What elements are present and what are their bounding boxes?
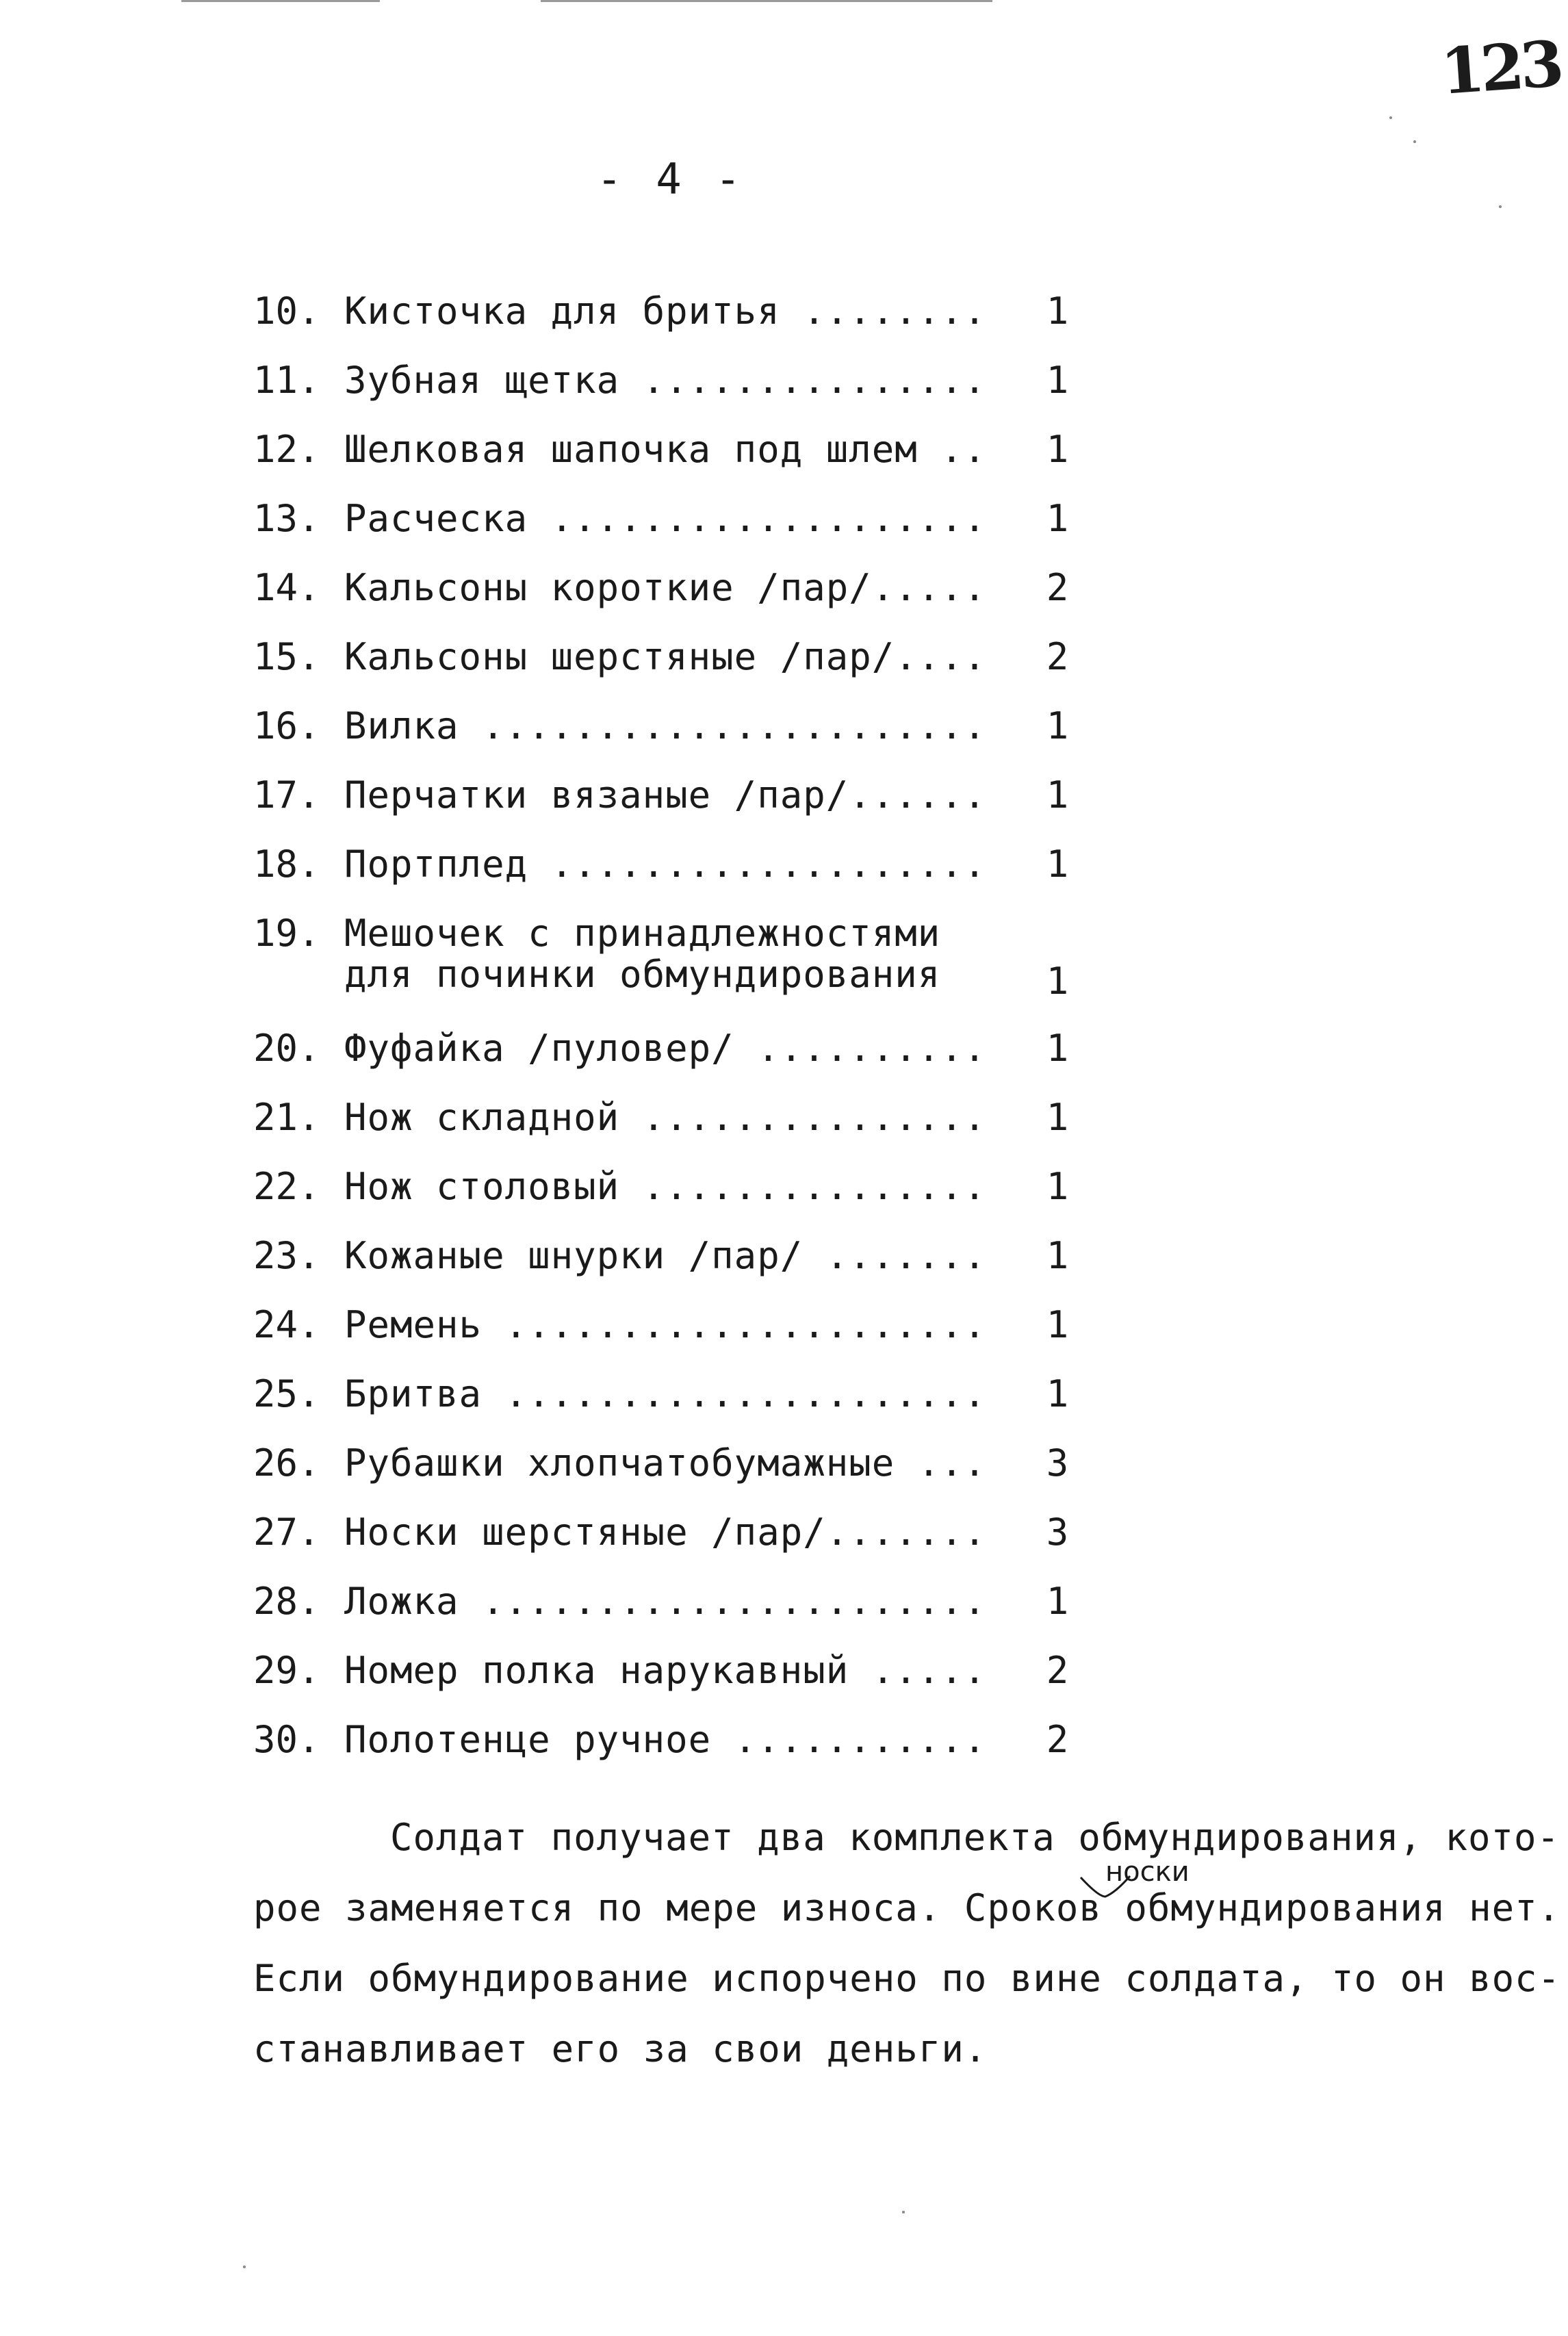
- item-name: Кожаные шнурки /пар/ .......: [344, 1234, 987, 1277]
- item-number: 12.: [253, 428, 320, 471]
- scan-speck: [243, 2266, 246, 2268]
- list-item: [253, 706, 1075, 775]
- list-item: [253, 844, 1075, 913]
- list-item: [253, 1581, 1075, 1650]
- item-quantity: 1: [1046, 1234, 1069, 1277]
- item-number: 10.: [253, 290, 320, 333]
- scan-speck: [1413, 140, 1416, 143]
- item-number: 30.: [253, 1718, 320, 1761]
- item-quantity: 1: [1046, 428, 1069, 471]
- paragraph-line: рое заменяется по мере износа. Сроков обмундирования нет.: [253, 1886, 1561, 1929]
- item-name: Расческа ...................: [344, 497, 987, 540]
- list-item: [253, 291, 1075, 360]
- item-name: Кальсоны короткие /пар/.....: [344, 566, 987, 609]
- list-item: [253, 913, 1075, 1028]
- item-number: 19.: [253, 912, 320, 955]
- item-quantity: 2: [1046, 1718, 1069, 1761]
- page-number: - 4 -: [596, 154, 745, 204]
- list-item: [253, 1374, 1075, 1443]
- item-name: Фуфайка /пуловер/ ..........: [344, 1027, 987, 1070]
- paragraph-line: Солдат получает два комплекта обмундирования, кото-: [390, 1816, 1560, 1859]
- archive-number: 123: [1438, 27, 1563, 109]
- item-quantity: 1: [1046, 1096, 1069, 1139]
- inventory-list: [253, 291, 1075, 1788]
- item-number: 16.: [253, 704, 320, 747]
- item-quantity: 1: [1046, 773, 1069, 817]
- item-number: 22.: [253, 1165, 320, 1208]
- item-name: Номер полка нарукавный .....: [344, 1649, 987, 1692]
- item-number: 29.: [253, 1649, 320, 1692]
- list-item: [253, 1028, 1075, 1097]
- item-name: Нож столовый ...............: [344, 1165, 987, 1208]
- item-number: 15.: [253, 635, 320, 678]
- item-quantity: 1: [1046, 497, 1069, 540]
- item-quantity: 1: [1046, 359, 1069, 402]
- item-number: 14.: [253, 566, 320, 609]
- item-name: Перчатки вязаные /пар/......: [344, 773, 987, 817]
- list-item: [253, 1443, 1075, 1512]
- item-number: 24.: [253, 1303, 320, 1346]
- item-name: Вилка ......................: [344, 704, 987, 747]
- item-number: 11.: [253, 359, 320, 402]
- item-number: 23.: [253, 1234, 320, 1277]
- item-number: 13.: [253, 497, 320, 540]
- paragraph-line: станавливает его за свои деньги.: [253, 2027, 988, 2070]
- scan-edge-line: [541, 0, 992, 2]
- item-name: Шелковая шапочка под шлем ..: [344, 428, 987, 471]
- item-name: Портплед ...................: [344, 843, 987, 886]
- closing-paragraph: [253, 1817, 1568, 2099]
- item-number: 17.: [253, 773, 320, 817]
- list-item: [253, 1719, 1075, 1788]
- item-quantity: 2: [1046, 1649, 1069, 1692]
- item-quantity: 3: [1046, 1511, 1069, 1554]
- list-item: [253, 429, 1075, 498]
- item-number: 18.: [253, 843, 320, 886]
- item-quantity: 1: [1046, 1372, 1069, 1415]
- list-item: [253, 1235, 1075, 1305]
- item-name: Мешочек с принадлежностями для починки обмундирования: [344, 912, 941, 996]
- item-name: Нож складной ...............: [344, 1096, 987, 1139]
- item-name: Кисточка для бритья ........: [344, 290, 987, 333]
- item-quantity: 1: [1046, 704, 1069, 747]
- list-item: [253, 1305, 1075, 1374]
- item-quantity: 2: [1046, 635, 1069, 678]
- list-item: [253, 1512, 1075, 1581]
- scan-speck: [902, 2211, 905, 2213]
- list-item: [253, 1166, 1075, 1235]
- paragraph-line: Если обмундирование испорчено по вине солдата, то он вос-: [253, 1957, 1561, 2000]
- item-name: Ложка ......................: [344, 1580, 987, 1623]
- scan-edge-line: [181, 0, 380, 2]
- scan-speck: [1499, 205, 1502, 208]
- item-name: Носки шерстяные /пар/.......: [344, 1511, 987, 1554]
- item-quantity: 2: [1046, 566, 1069, 609]
- scan-speck: [1389, 116, 1392, 119]
- item-number: 27.: [253, 1511, 320, 1554]
- item-quantity: 1: [1046, 1303, 1069, 1346]
- item-quantity: 3: [1046, 1441, 1069, 1485]
- list-item: [253, 567, 1075, 637]
- item-name: Зубная щетка ...............: [344, 359, 987, 402]
- item-quantity: 1: [1046, 1580, 1069, 1623]
- item-quantity: 1: [1046, 843, 1069, 886]
- item-number: 28.: [253, 1580, 320, 1623]
- item-quantity: 1: [1046, 1165, 1069, 1208]
- item-number: 25.: [253, 1372, 320, 1415]
- item-number: 20.: [253, 1027, 320, 1070]
- item-number: 26.: [253, 1441, 320, 1485]
- list-item: [253, 1097, 1075, 1166]
- item-name: Кальсоны шерстяные /пар/....: [344, 635, 987, 678]
- item-name: Ремень .....................: [344, 1303, 987, 1346]
- list-item: [253, 498, 1075, 567]
- list-item: [253, 775, 1075, 844]
- handwritten-insertion: носки: [1105, 1856, 1190, 1888]
- item-name: Бритва .....................: [344, 1372, 987, 1415]
- item-number: 21.: [253, 1096, 320, 1139]
- item-name: Полотенце ручное ...........: [344, 1718, 987, 1761]
- list-item: [253, 360, 1075, 429]
- item-quantity: 1: [1046, 960, 1069, 1003]
- insertion-caret-icon: [1078, 1872, 1133, 1899]
- list-item: [253, 1650, 1075, 1719]
- item-quantity: 1: [1046, 1027, 1069, 1070]
- item-quantity: 1: [1046, 290, 1069, 333]
- item-name: Рубашки хлопчатобумажные ...: [344, 1441, 987, 1485]
- list-item: [253, 637, 1075, 706]
